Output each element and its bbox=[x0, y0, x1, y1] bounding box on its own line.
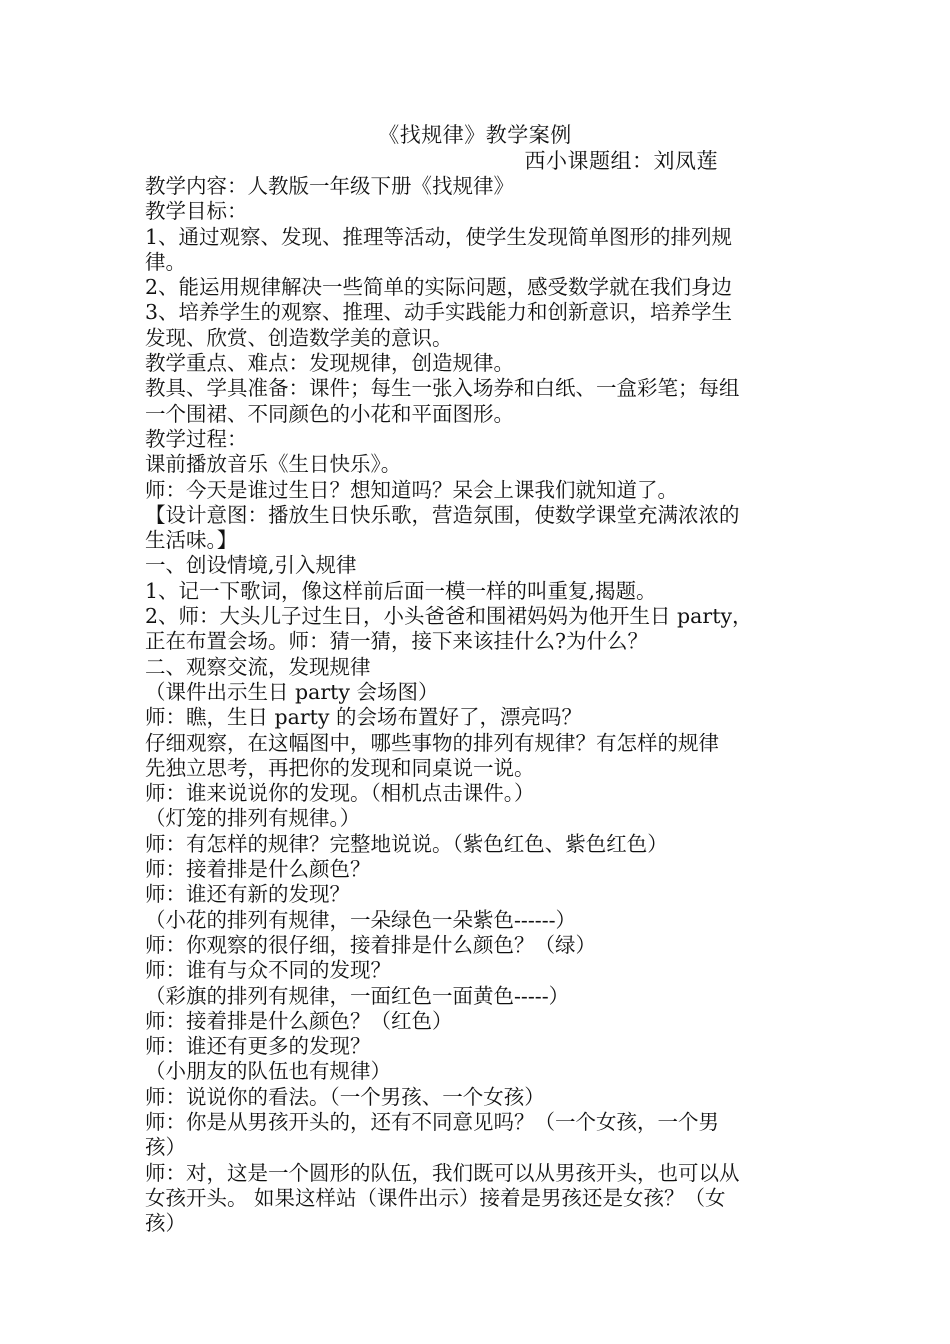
text-line: 教学目标： bbox=[145, 199, 248, 224]
text-line: 发现、欣赏、创造数学美的意识。 bbox=[145, 325, 453, 350]
text-line: 孩） bbox=[145, 1135, 186, 1160]
text-line: 师：你是从男孩开头的，还有不同意见吗？（一个女孩，一个男 bbox=[145, 1109, 719, 1134]
text-line: 一个围裙、不同颜色的小花和平面图形。 bbox=[145, 401, 514, 426]
text-line: 师：接着排是什么颜色？（红色） bbox=[145, 1008, 453, 1033]
text-line: 师：有怎样的规律？完整地说说。（紫色红色、紫色红色） bbox=[145, 831, 668, 856]
text-line: 女孩开头。 如果这样站（课件出示）接着是男孩还是女孩？（女 bbox=[145, 1185, 726, 1210]
text-line: 课前播放音乐《生日快乐》。 bbox=[145, 452, 402, 477]
text-line: 1、通过观察、发现、推理等活动，使学生发现简单图形的排列规 bbox=[145, 224, 733, 249]
text-line: 仔细观察，在这幅图中，哪些事物的排列有规律？有怎样的规律 bbox=[145, 730, 719, 755]
text-line: 2、师：大头儿子过生日，小头爸爸和围裙妈妈为他开生日 party， bbox=[145, 604, 753, 629]
text-line: 正在布置会场。师：猜一猜，接下来该挂什么?为什么？ bbox=[145, 629, 648, 654]
text-line: 教学重点、难点：发现规律，创造规律。 bbox=[145, 351, 514, 376]
document-author: 西小课题组：刘凤莲 bbox=[524, 149, 718, 173]
text-line: 二、观察交流，发现规律 bbox=[145, 654, 371, 679]
text-line: 师：谁来说说你的发现。（相机点击课件。） bbox=[145, 781, 535, 806]
text-line: 先独立思考，再把你的发现和同桌说一说。 bbox=[145, 755, 535, 780]
document-body bbox=[145, 174, 815, 1236]
text-line: （课件出示生日 party 会场图） bbox=[145, 679, 439, 704]
text-line: 师：谁还有新的发现？ bbox=[145, 882, 350, 907]
text-line: 师：对，这是一个圆形的队伍，我们既可以从男孩开头，也可以从 bbox=[145, 1160, 740, 1185]
text-line: 律。 bbox=[145, 249, 186, 274]
text-line: 教学过程： bbox=[145, 426, 248, 451]
text-line: （灯笼的排列有规律。） bbox=[145, 806, 361, 831]
text-line: 师：接着排是什么颜色？ bbox=[145, 857, 371, 882]
text-line: 生活味。】 bbox=[145, 528, 238, 553]
text-line: 教学内容：人教版一年级下册《找规律》 bbox=[145, 174, 514, 198]
document-title: 《找规律》教学案例 bbox=[378, 123, 572, 147]
text-line: （小朋友的队伍也有规律） bbox=[145, 1059, 391, 1084]
text-line: 一、创设情境,引入规律 bbox=[145, 553, 357, 578]
text-line: 师：瞧，生日 party 的会场布置好了，漂亮吗？ bbox=[145, 705, 582, 730]
text-line: （彩旗的排列有规律，一面红色一面黄色-----） bbox=[145, 983, 570, 1008]
text-line: 3、培养学生的观察、推理、动手实践能力和创新意识，培养学生 bbox=[145, 300, 733, 325]
text-line: 【设计意图：播放生日快乐歌，营造氛围，使数学课堂充满浓浓的 bbox=[145, 502, 740, 527]
text-line: 孩） bbox=[145, 1211, 186, 1236]
text-line: 教具、学具准备：课件；每生一张入场券和白纸、一盒彩笔；每组 bbox=[145, 376, 740, 401]
text-line: 1、记一下歌词，像这样前后面一模一样的叫重复,揭题。 bbox=[145, 578, 657, 603]
text-line: 师：谁有与众不同的发现？ bbox=[145, 958, 391, 983]
text-line: 2、能运用规律解决一些简单的实际问题，感受数学就在我们身边 bbox=[145, 275, 733, 300]
text-line: （小花的排列有规律，一朵绿色一朵紫色------） bbox=[145, 907, 577, 932]
text-line: 师：谁还有更多的发现？ bbox=[145, 1034, 371, 1059]
text-line: 师：你观察的很仔细，接着排是什么颜色？（绿） bbox=[145, 932, 596, 957]
text-line: 师：今天是谁过生日？想知道吗？呆会上课我们就知道了。 bbox=[145, 477, 678, 502]
text-line: 师：说说你的看法。（一个男孩、一个女孩） bbox=[145, 1084, 545, 1109]
